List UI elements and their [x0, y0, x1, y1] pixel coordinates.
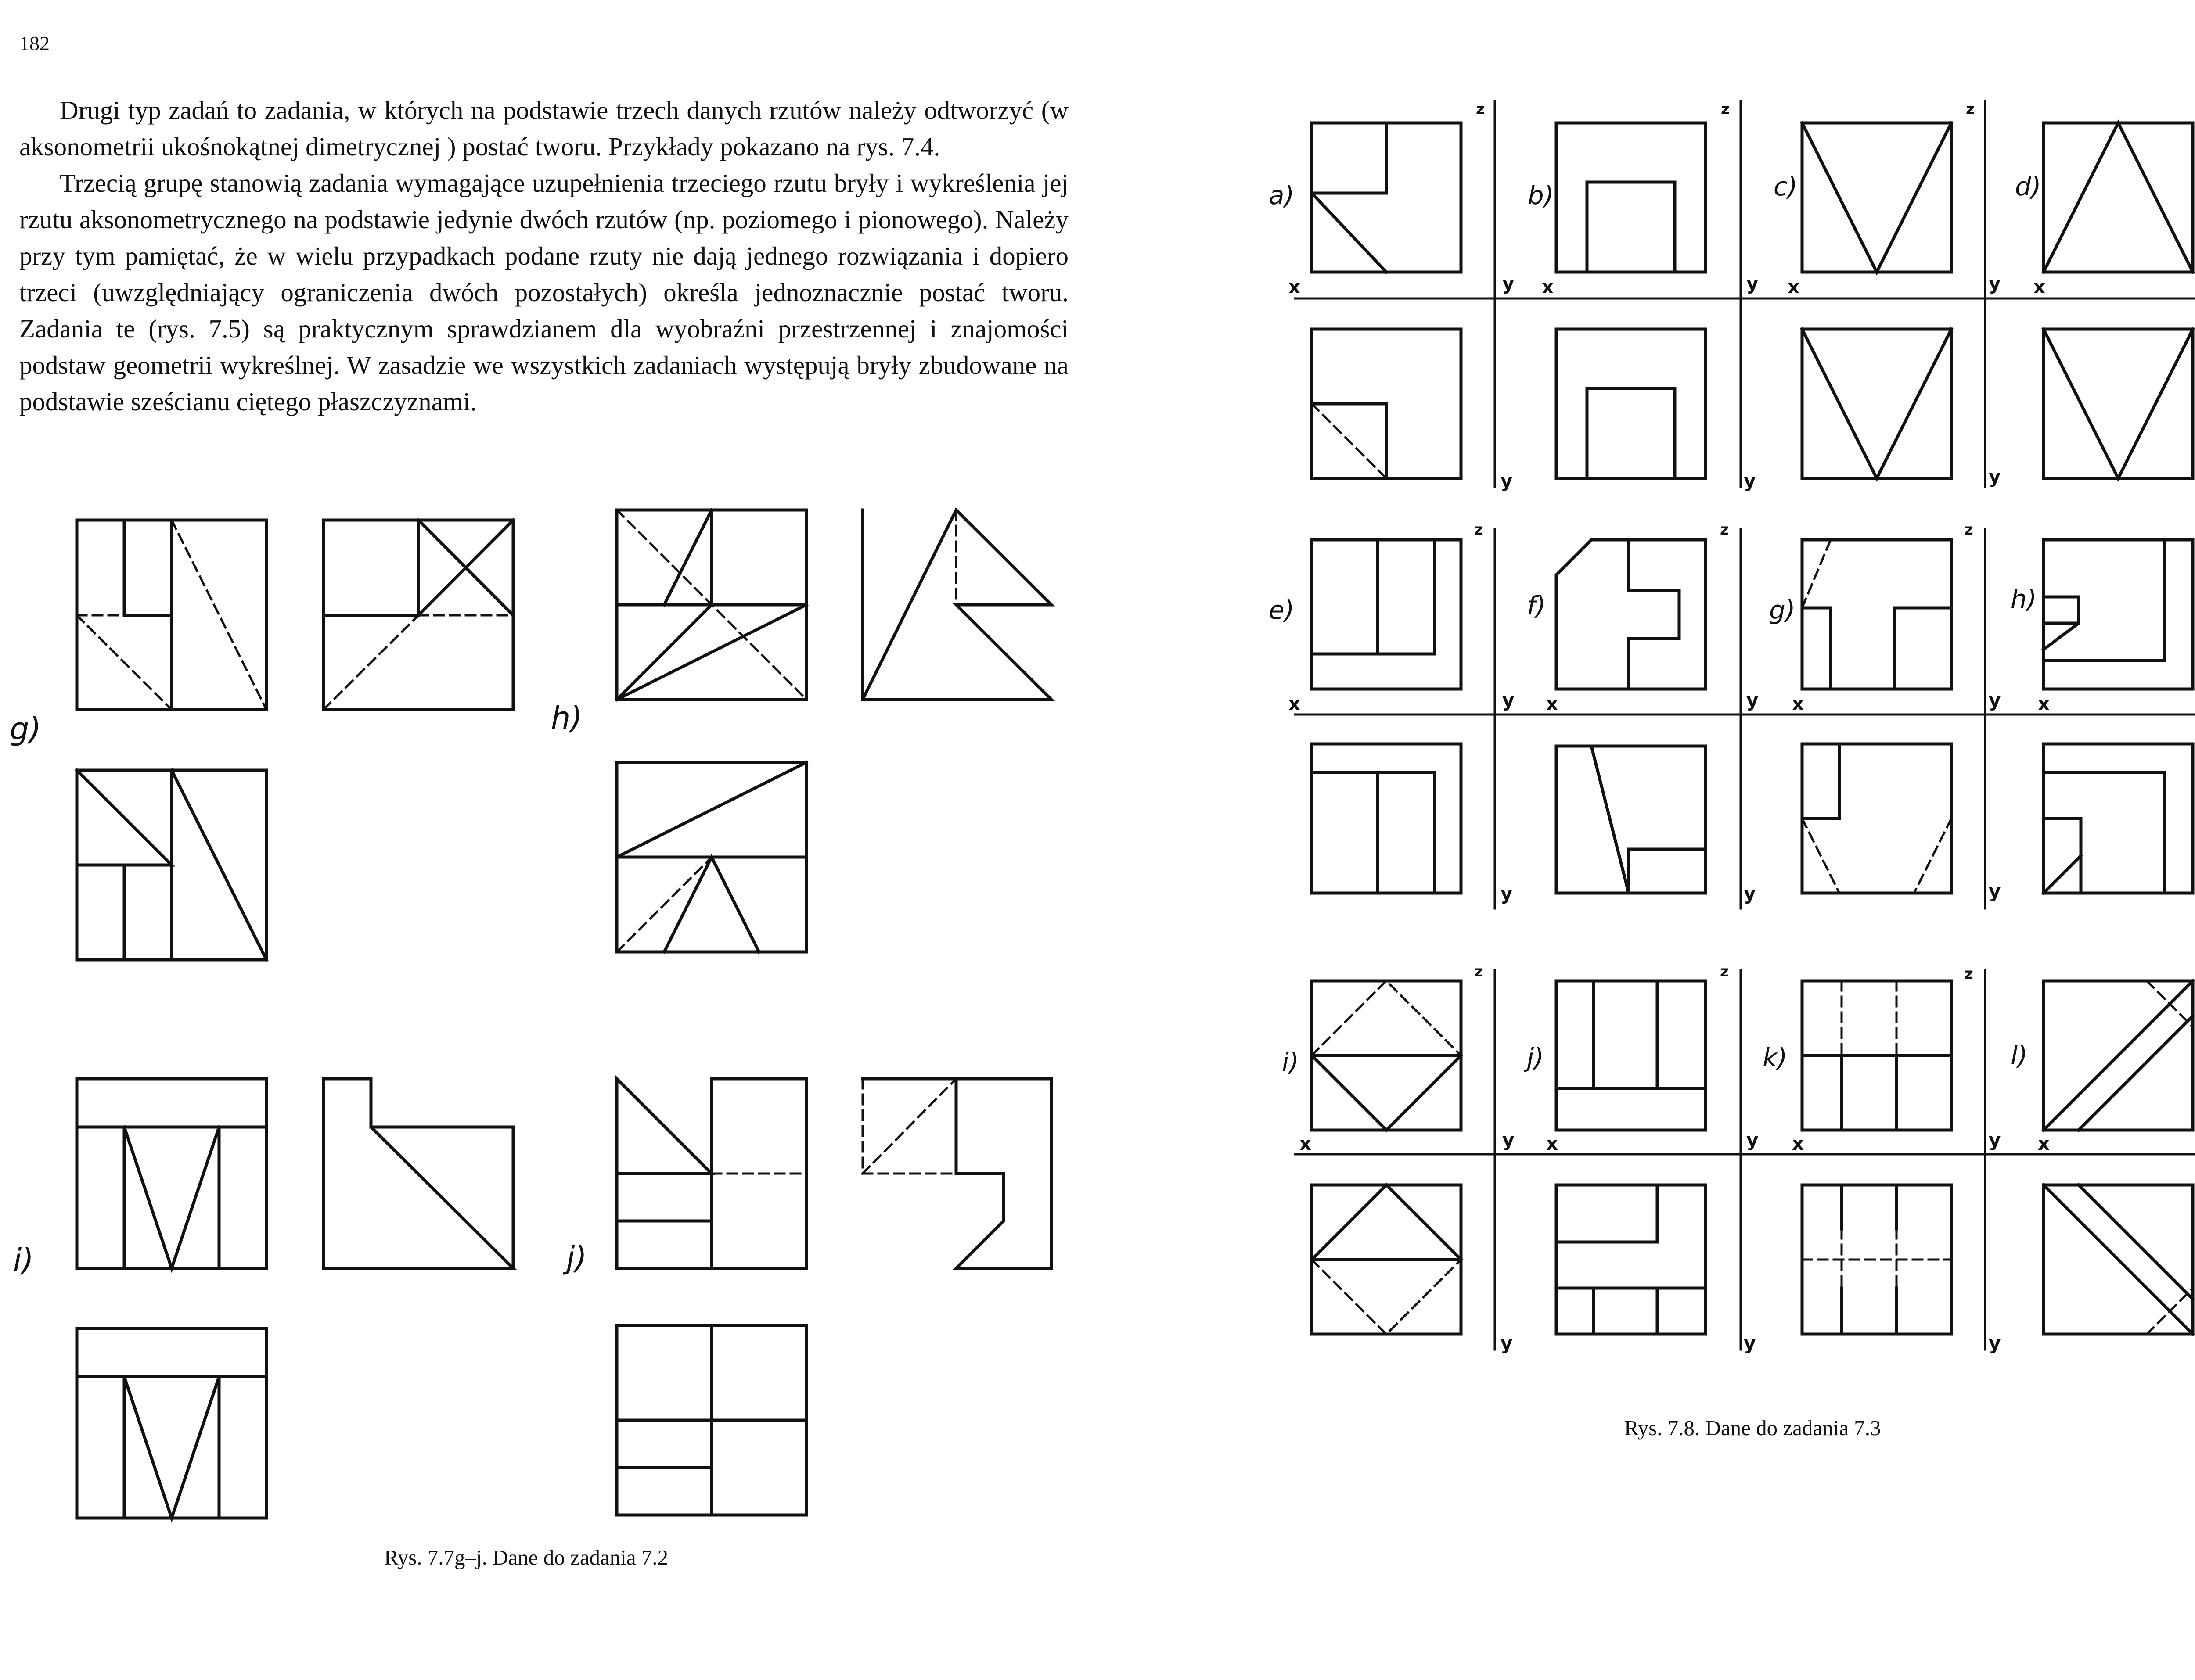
axis-z-e: z — [1474, 521, 1483, 538]
axis-x-g: x — [1792, 693, 1804, 714]
axis-x-d: x — [2033, 276, 2046, 298]
task-label-f: f) — [1527, 591, 1546, 621]
i-side-view — [324, 1079, 513, 1268]
axis-y-k2: y — [1989, 1332, 2001, 1354]
left-figure-label-j: j) — [566, 1240, 587, 1276]
figure-7-8-b — [1556, 123, 1706, 478]
i-front-view — [77, 1079, 266, 1268]
axis-x-b: x — [1542, 276, 1554, 298]
h-side-lines — [863, 510, 1051, 700]
axis-y-b2: y — [1744, 470, 1756, 492]
paragraph-2: Trzecią grupę stanowią zadania wymagające uzupełnienia trzeciego rzutu bryły i wykreślenia jej rzutu aksonometrycznego na podstawie jedynie dwóch rzutów (np. poziomego i pionowego). Należy przy tym pamiętać, że w wielu przypadkach podane rzuty nie dają jednego rozwiązania i dopiero trzeci (uwzględniający ograniczenia dwóch pozostałych) określa jednoznacznie postać tworu. Zadania te (rys. 7.5) są praktycznym sprawdzianem dla wyobraźni przestrzennej i znajomości podstaw geometrii wykreślnej. W zasadzie we wszystkich zadaniach występują bryły zbudowane na podstawie sześcianu ciętego płaszczyznami. — [19, 169, 1069, 416]
figure-7-8-e — [1312, 540, 1461, 893]
j-top-lines — [617, 1325, 806, 1515]
axis-y-a2: y — [1501, 470, 1513, 492]
h-top-hidden — [617, 857, 712, 952]
axis-y-k1: y — [1989, 1129, 2001, 1151]
task-label-b: b) — [1528, 180, 1554, 210]
page-number-left: 182 — [19, 32, 50, 54]
axis-x-c: x — [1788, 276, 1800, 298]
left-figure-label-g: g) — [10, 711, 41, 747]
i-top-lines — [77, 1377, 266, 1518]
axis-x-h: x — [2038, 693, 2050, 714]
axis-x-a: x — [1288, 276, 1301, 298]
axis-x-j: x — [1546, 1133, 1558, 1154]
left-figure-label-i: i) — [13, 1242, 34, 1278]
figure-7-7-i — [77, 1079, 513, 1518]
figure-7-8-f — [1556, 540, 1706, 893]
axis-z-c: z — [1966, 101, 1975, 118]
task-label-a: a) — [1269, 180, 1295, 210]
task-label-h: h) — [2011, 584, 2037, 614]
g-side-lines — [324, 520, 513, 615]
figure-7-8-l — [2044, 981, 2193, 1334]
z-axes-row1 — [1495, 101, 2195, 487]
axis-y-j2: y — [1744, 1332, 1756, 1354]
figure-7-8-i — [1312, 981, 1461, 1334]
task-label-g: g) — [1769, 595, 1796, 625]
axis-y-f1: y — [1746, 689, 1759, 711]
z-axes-row3 — [1495, 970, 2195, 1350]
figure-7-8-axes — [1295, 101, 2195, 1350]
axis-y-c2: y — [1989, 466, 2001, 487]
z-axes-row2 — [1495, 529, 2195, 908]
g-top-lines — [77, 770, 266, 960]
axis-z-k: z — [1965, 965, 1973, 983]
axis-y-e1: y — [1502, 689, 1515, 711]
figure-7-8-a — [1312, 123, 1461, 478]
axis-z-j: z — [1720, 963, 1729, 980]
figure-caption-left: Rys. 7.7g–j. Dane do zadania 7.2 — [384, 1545, 669, 1569]
figure-7-8-d — [2044, 123, 2193, 478]
axis-z-g: z — [1965, 521, 1973, 538]
axis-y-b1: y — [1746, 273, 1759, 294]
axis-x-f: x — [1546, 693, 1558, 714]
axis-y-j1: y — [1746, 1129, 1759, 1151]
axis-y-i2: y — [1501, 1332, 1513, 1354]
task-label-k: k) — [1763, 1043, 1788, 1073]
figure-7-7-j — [617, 1079, 1051, 1515]
left-figure-label-h: h) — [551, 700, 583, 736]
axis-y-a1: y — [1502, 273, 1515, 294]
figure-7-7-h — [617, 510, 1051, 952]
i-top-view — [77, 1328, 266, 1518]
task-label-i: i) — [1282, 1047, 1299, 1077]
axis-x-i: x — [1299, 1133, 1312, 1154]
figure-caption-right: Rys. 7.8. Dane do zadania 7.3 — [1624, 1416, 1881, 1440]
paragraph-1: Drugi typ zadań to zadania, w których na podstawie trzech danych rzutów należy odtworzyć (w aksonometrii ukośnokątnej dimetrycznej ) postać tworu. Przykłady pokazano na rys. 7.4. — [19, 96, 1069, 161]
axis-y-g1: y — [1989, 689, 2001, 711]
figure-7-8-k — [1802, 981, 1951, 1334]
axis-z-f: z — [1720, 521, 1729, 538]
axis-z-a: z — [1476, 101, 1485, 118]
axis-z-i: z — [1474, 963, 1483, 980]
j-side-hidden — [863, 1079, 956, 1174]
task-label-e: e) — [1269, 595, 1295, 625]
axis-x-l: x — [2038, 1133, 2050, 1154]
figure-7-8-g — [1802, 540, 1951, 893]
figure-7-8-c — [1802, 123, 1951, 478]
axis-z-b: z — [1721, 101, 1730, 118]
axis-y-e2: y — [1501, 883, 1513, 904]
i-front-lines — [77, 1127, 266, 1268]
axis-y-f2: y — [1744, 883, 1756, 904]
figure-7-7-g — [77, 520, 513, 960]
figure-7-8-h — [2044, 540, 2193, 893]
task-label-j: j) — [1527, 1043, 1544, 1073]
axis-y-c1: y — [1989, 273, 2001, 294]
axis-y-i1: y — [1502, 1129, 1515, 1151]
axis-x-k: x — [1792, 1133, 1804, 1154]
axis-x-e: x — [1288, 693, 1301, 714]
task-label-l: l) — [2011, 1041, 2028, 1070]
task-label-c: c) — [1774, 172, 1798, 201]
axis-y-g2: y — [1989, 880, 2001, 902]
task-label-d: d) — [2015, 172, 2041, 201]
j-side-lines — [863, 1079, 1051, 1268]
g-side-hidden — [324, 615, 513, 710]
g-front-lines — [124, 520, 172, 710]
figure-7-8-j — [1556, 981, 1706, 1334]
